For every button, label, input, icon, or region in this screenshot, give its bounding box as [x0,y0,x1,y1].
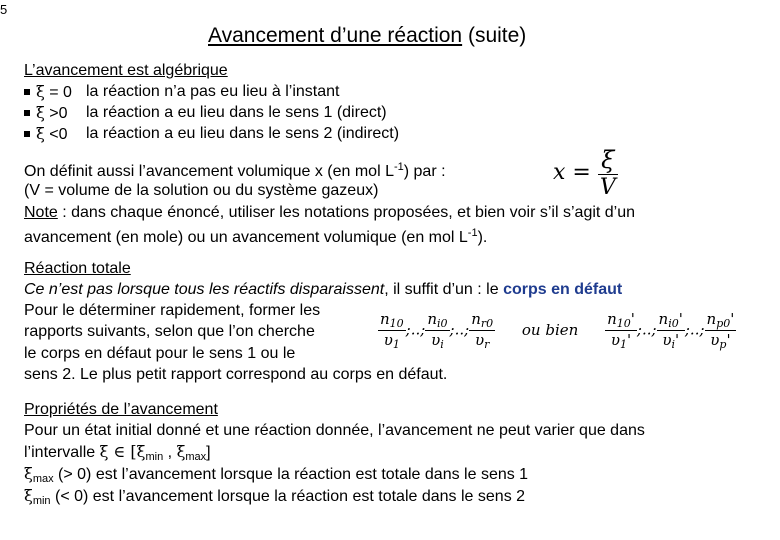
title-main: Avancement d’une réaction [208,24,463,47]
subscript: i0 [668,317,679,330]
separator: ;..; [449,320,470,339]
italic-statement: Ce n’est pas lorsque tous les réactifs disparaissent [24,281,385,298]
subscript: min [145,451,164,463]
explanation-line-3: le corps en défaut pour le sens 1 ou le [24,345,296,362]
symbol: n [658,310,669,328]
ratio-denominator [605,331,637,351]
text-span: , [163,444,177,461]
ratio-denominator [657,331,685,351]
symbol: υ [474,331,485,349]
ratio-denominator [705,331,737,351]
title-suffix: (suite) [462,24,527,47]
ratio-numerator [469,310,495,331]
text-span: avancement (en mole) ou un avancement volumique (en mol L [24,229,468,246]
xi-min-line [24,485,525,512]
section3-heading: Réaction totale [24,260,131,277]
highlight-term: corps en défaut [503,281,623,298]
text-span: , il suffit d’un : le [384,281,504,298]
symbol: υ [610,331,620,349]
volumic-formula [553,146,618,200]
symbol: n [380,310,390,328]
properties-line-1: Pour un état initial donné et une réaction donnée, l’avancement ne peut varier que dans [24,422,645,439]
subscript: i [440,338,444,351]
xi-symbol: ξ [136,442,146,461]
symbol: υ [710,331,720,349]
ratio-numerator [605,310,637,331]
bullet-1 [24,81,340,103]
section1-heading: L’avancement est algébrique [24,62,228,79]
subscript: max [32,473,54,485]
ratio-fraction [378,310,406,351]
fraction-numerator: ξ [598,146,618,175]
bullet-marker [24,110,30,116]
note-text: : dans chaque énoncé, utiliser les notations proposées, et bien voir s’il s’agit d’un [57,204,636,221]
ratio-denominator [425,331,449,351]
volumic-definition-line [24,157,446,182]
bullet-marker [24,131,30,137]
subscript: i0 [437,317,448,330]
prime: ' [730,310,735,328]
ratio-numerator [657,310,685,331]
text-span: (< 0) est l’avancement lorsque la réaction est totale dans le sens 2 [50,488,526,505]
text-span: ) par : [403,163,446,180]
note-line [24,202,635,223]
symbol: n [471,310,481,328]
symbol: υ [662,331,672,349]
bullet-text: la réaction n’a pas eu lieu à l’instant [86,83,340,100]
ratio-numerator [425,310,449,331]
subscript: 10 [389,317,404,330]
subscript: p0 [716,317,731,330]
superscript: -1 [467,227,478,239]
superscript: -1 [393,161,404,173]
page-number: 5 [0,2,8,17]
ou-bien-label: ou bien [521,320,579,339]
subscript: min [32,495,51,507]
separator: ;..; [405,320,426,339]
formula-lhs: x = [553,160,591,185]
ratio-denominator [469,331,495,351]
slide-title [208,24,526,48]
ratios-formula [378,310,736,351]
element-of: ∈ [ [108,442,137,461]
ratio-fraction [705,310,737,351]
symbol: n [607,310,617,328]
volume-definition: (V = volume de la solution ou du système gazeux) [24,182,379,199]
text-span: (> 0) est l’avancement lorsque la réaction est totale dans le sens 1 [53,466,529,483]
text-span: On définit aussi l’avancement volumique x (en mol L [24,163,394,180]
bullet-relation: = 0 [44,84,72,101]
subscript: p [719,338,727,351]
prime: ' [630,310,635,328]
subscript: 1 [619,338,627,351]
bullet-text: la réaction a eu lieu dans le sens 2 (indirect) [86,125,400,142]
fraction-denominator: V [599,175,616,200]
subscript: r0 [480,317,494,330]
subscript: 10 [616,317,631,330]
subscript: r [484,338,490,351]
bullet-relation: <0 [44,126,68,143]
xi-symbol: ξ [24,486,33,505]
symbol: υ [383,331,393,349]
ratio-numerator [378,310,406,331]
xi-symbol: ξ [36,124,45,143]
prime: ' [626,331,632,349]
bullet-2 [24,102,387,124]
subscript: i [671,338,675,351]
bullet-3 [24,123,400,145]
text-span: ] [206,444,211,461]
xi-symbol: ξ [36,103,45,122]
symbol: n [706,310,717,328]
separator: ;..; [636,320,657,339]
ratio-numerator [705,310,737,331]
prime: ' [674,331,680,349]
explanation-line-2: rapports suivants, selon que l’on cherche [24,323,315,340]
explanation-line-1: Pour le déterminer rapidement, former les [24,302,321,319]
formula-fraction [598,146,618,200]
bullet-relation: >0 [44,105,68,122]
ratio-fraction [657,310,685,351]
bullet-marker [24,89,30,95]
subscript: 1 [392,338,400,351]
symbol: n [427,310,437,328]
symbol: υ [431,331,441,349]
note-line-2 [24,223,487,248]
section4-heading: Propriétés de l’avancement [24,401,218,418]
ratio-fraction [469,310,495,351]
ratio-fraction [605,310,637,351]
xi-symbol: ξ [24,464,33,483]
ratio-fraction [425,310,449,351]
bullet-text: la réaction a eu lieu dans le sens 1 (direct) [86,104,387,121]
explanation-line-4: sens 2. Le plus petit rapport correspond au corps en défaut. [24,366,448,383]
xi-symbol: ξ [176,442,186,461]
separator: ;..; [684,320,705,339]
prime: ' [678,310,683,328]
total-reaction-line [24,279,622,300]
ratio-denominator [378,331,406,351]
text-span: ). [477,229,488,246]
text-span: l’intervalle [24,444,100,461]
prime: ' [726,331,731,349]
note-label: Note [24,204,58,221]
subscript: max [185,451,207,463]
xi-symbol: ξ [99,442,109,461]
xi-symbol: ξ [36,82,45,101]
